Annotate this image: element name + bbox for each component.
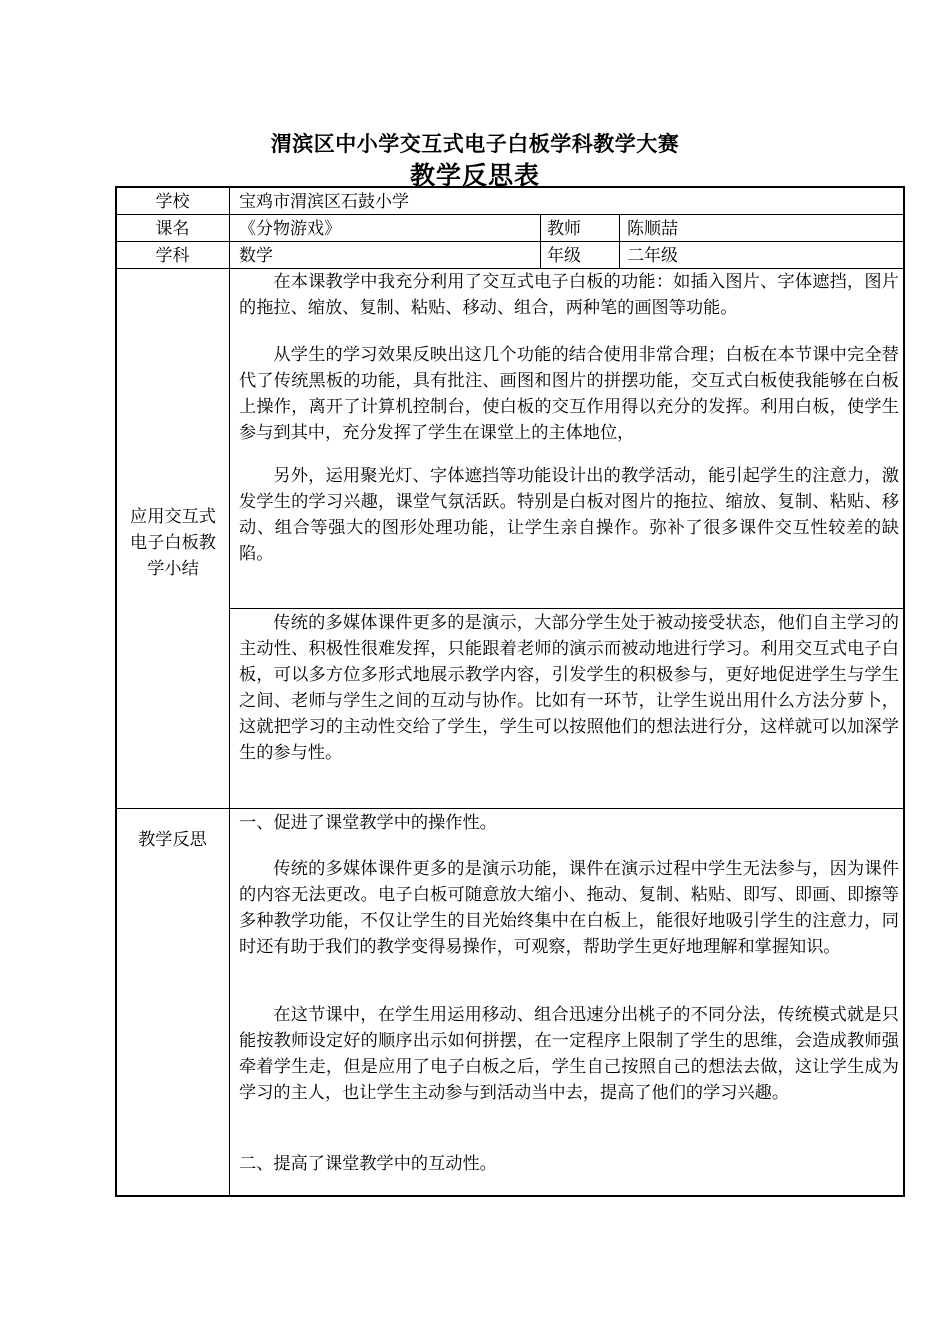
grade-value: 二年级 (627, 246, 678, 266)
school-value: 宝鸡市渭滨区石鼓小学 (239, 192, 409, 212)
column-divider (540, 214, 541, 268)
reflection-heading-1: 一、促进了课堂教学中的操作性。 (239, 813, 497, 833)
form-title: 渭滨区中小学交互式电子白板学科教学大赛 (270, 131, 680, 156)
subject-value: 数学 (239, 246, 273, 266)
school-label: 学校 (155, 192, 190, 212)
course-label: 课名 (155, 219, 190, 239)
row-divider (115, 808, 905, 809)
teacher-value: 陈顺喆 (627, 219, 678, 239)
summary-paragraph-4: 传统的多媒体课件更多的是演示，大部分学生处于被动接受状态，他们自主学习的主动性、积极性很难发挥，只能跟着老师的演示而被动地进行学习。利用交互式电子白板，可以多方位多形式地展示教学内容，引发学生的积极参与，更好地促进学生与学生之间、老师与学生之间的互动与协作。比如有一环节，让学生说出用什么方法分萝卜，这就把学习的主动性交给了学生，学生可以按照他们的想法进行分，这样就可以加深学生的参与性。 (239, 613, 899, 763)
row-divider (115, 214, 905, 215)
column-divider (229, 186, 230, 1197)
reflection-paragraph-2: 在这节课中，在学生用运用移动、组合迅速分出桃子的不同分法，传统模式就是只能按教师设定好的顺序出示如何拼摆，在一定程序上限制了学生的思维，会造成教师强牵着学生走，但是应用了电子白板之后，学生自己按照自己的想法去做，这让学生成为学习的主人，也让学生主动参与到活动当中去，提高了他们的学习兴趣。 (239, 1005, 899, 1103)
grade-label: 年级 (547, 246, 581, 266)
reflection-label: 教学反思 (138, 830, 207, 850)
summary-label: 应用交互式电子白板教学小结 (130, 507, 216, 579)
row-divider (115, 241, 905, 242)
form-subtitle: 教学反思表 (409, 161, 540, 190)
course-value: 《分物游戏》 (239, 219, 341, 239)
teacher-label: 教师 (547, 219, 581, 239)
column-divider (619, 214, 620, 268)
subject-label: 学科 (155, 246, 190, 266)
summary-paragraph-1: 在本课教学中我充分利用了交互式电子白板的功能：如插入图片、字体遮挡，图片的拖拉、缩放、复制、粘贴、移动、组合，两种笔的画图等功能。 (239, 272, 899, 318)
summary-paragraph-2: 从学生的学习效果反映出这几个功能的结合使用非常合理；白板在本节课中完全替代了传统黑板的功能，具有批注、画图和图片的拼摆功能，交互式白板使我能够在白板上操作，离开了计算机控制台，使白板的交互作用得以充分的发挥。利用白板，使学生参与到其中，充分发挥了学生在课堂上的主体地位， (239, 345, 899, 443)
reflection-paragraph-1: 传统的多媒体课件更多的是演示功能，课件在演示过程中学生无法参与，因为课件的内容无法更改。电子白板可随意放大缩小、拖动、复制、粘贴、即写、即画、即擦等多种教学功能，不仅让学生的目光始终集中在白板上，能很好地吸引学生的注意力，同时还有助于我们的教学变得易操作，可观察，帮助学生更好地理解和掌握知识。 (239, 859, 899, 957)
summary-paragraph-3: 另外，运用聚光灯、字体遮挡等功能设计出的教学活动，能引起学生的注意力，激发学生的学习兴趣，课堂气氛活跃。特别是白板对图片的拖拉、缩放、复制、粘贴、移动、组合等强大的图形处理功能，让学生亲自操作。弥补了很多课件交互性较差的缺陷。 (239, 466, 899, 564)
row-divider (229, 608, 905, 609)
reflection-heading-2: 二、提高了课堂教学中的互动性。 (239, 1154, 497, 1174)
